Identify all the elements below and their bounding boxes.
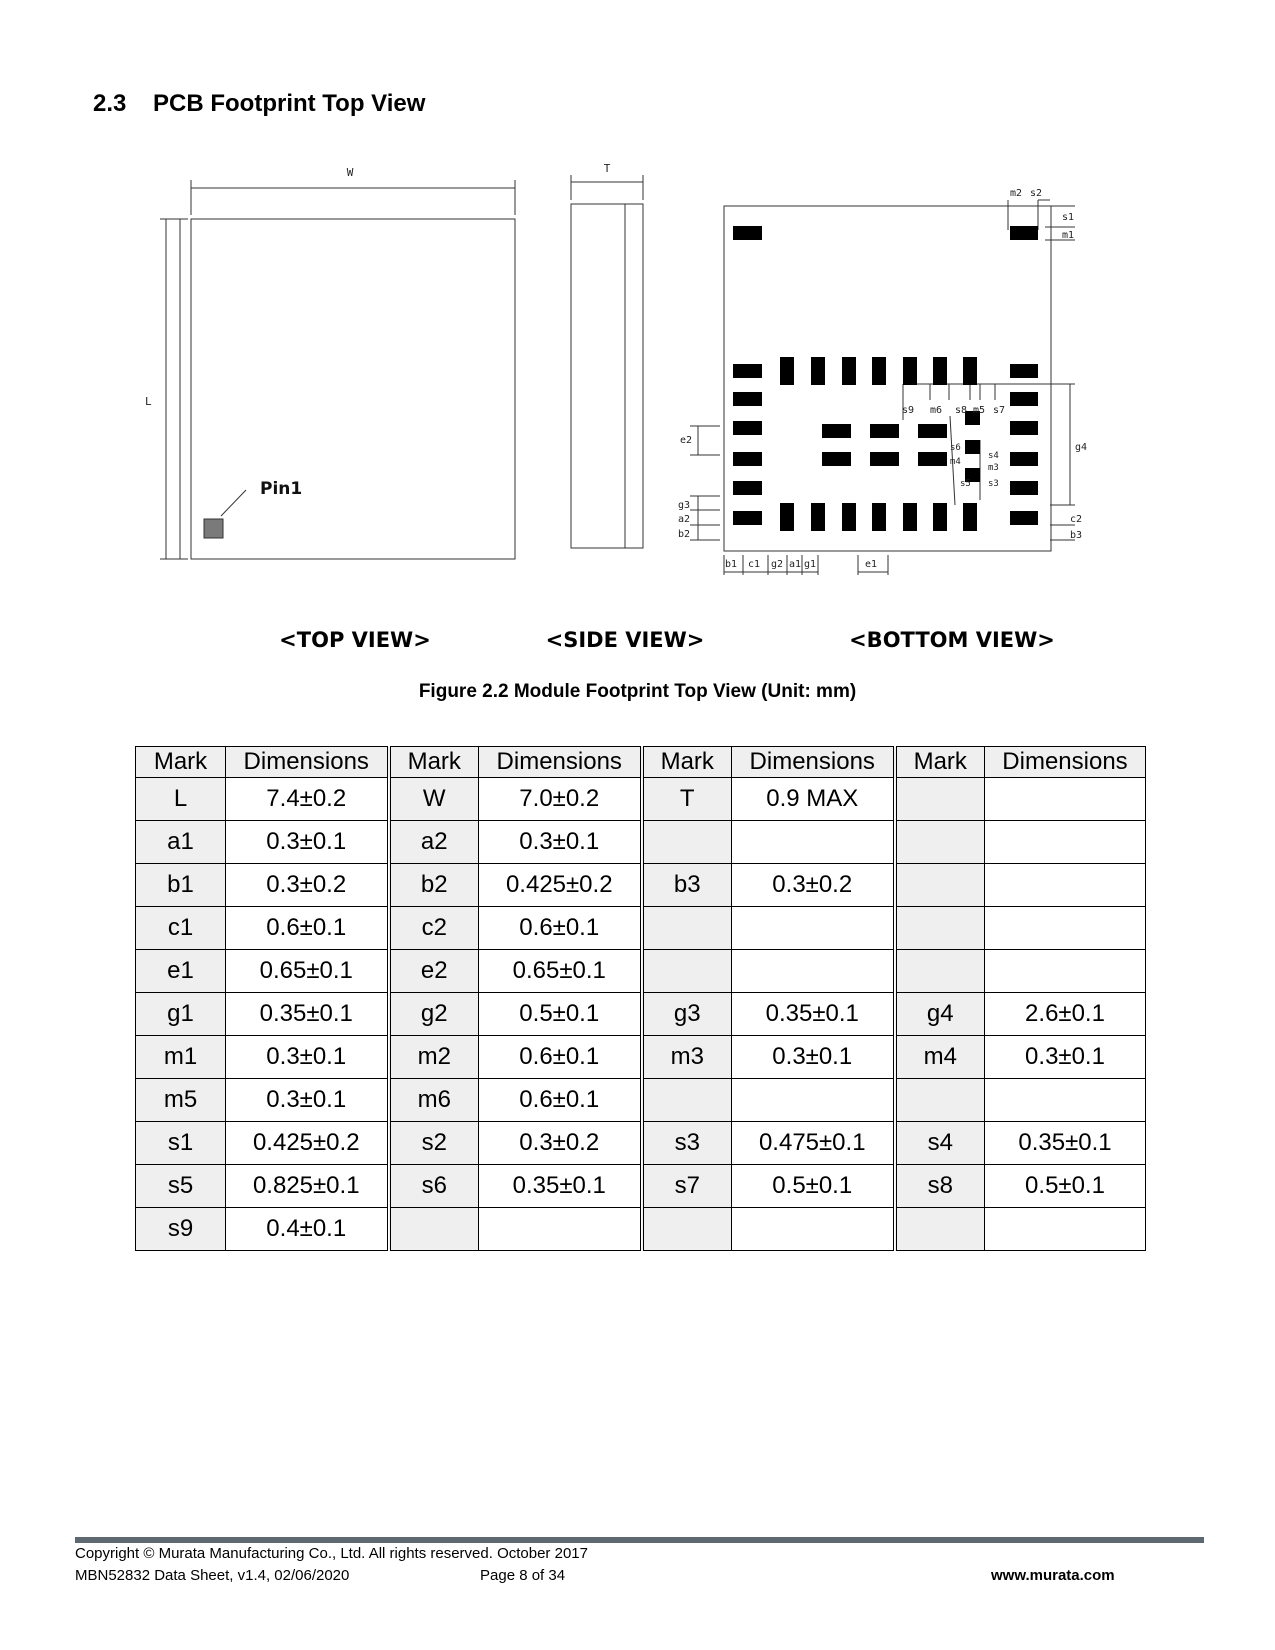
dim-label-s5: s5 xyxy=(960,479,971,489)
dimension-cell xyxy=(732,907,895,950)
pad xyxy=(733,452,762,466)
dim-label-s6: s6 xyxy=(950,443,961,453)
dimension-cell: 0.3±0.1 xyxy=(226,821,389,864)
dimension-cell: 0.3±0.1 xyxy=(732,1036,895,1079)
dimension-cell: 0.35±0.1 xyxy=(479,1165,642,1208)
mark-cell xyxy=(642,907,732,950)
dimension-cell: 0.475±0.1 xyxy=(732,1122,895,1165)
center-pad xyxy=(822,424,851,438)
mark-cell: s4 xyxy=(895,1122,985,1165)
mark-cell: g4 xyxy=(895,993,985,1036)
table-header-row xyxy=(136,747,1146,778)
dim-label-m5: m5 xyxy=(973,405,986,416)
top-view-label: <TOP VIEW> xyxy=(279,628,431,652)
dimension-cell: 0.5±0.1 xyxy=(985,1165,1146,1208)
dimension-cell: 0.3±0.1 xyxy=(226,1079,389,1122)
mark-cell: s6 xyxy=(389,1165,479,1208)
footprint-drawing xyxy=(145,160,1140,620)
mark-cell: T xyxy=(642,778,732,821)
pad xyxy=(780,357,794,385)
pad xyxy=(933,503,947,531)
dimension-cell: 0.425±0.2 xyxy=(226,1122,389,1165)
pad xyxy=(733,364,762,378)
dimension-cell: 0.35±0.1 xyxy=(226,993,389,1036)
pad xyxy=(842,357,856,385)
mark-cell: L xyxy=(136,778,226,821)
mark-cell: g2 xyxy=(389,993,479,1036)
pad xyxy=(903,357,917,385)
mark-cell: s3 xyxy=(642,1122,732,1165)
table-row xyxy=(136,864,1146,907)
dim-label-w: W xyxy=(346,166,354,179)
footer-url: www.murata.com xyxy=(991,1567,1115,1584)
dimension-cell: 0.5±0.1 xyxy=(732,1165,895,1208)
dim-label-m3: m3 xyxy=(988,463,999,473)
mark-cell: s5 xyxy=(136,1165,226,1208)
mark-cell: a2 xyxy=(389,821,479,864)
dimension-cell xyxy=(985,778,1146,821)
dimension-cell xyxy=(732,1079,895,1122)
dim-label-g4: g4 xyxy=(1075,442,1088,453)
section-title: PCB Footprint Top View xyxy=(153,90,426,117)
mark-cell xyxy=(389,1208,479,1251)
table-row xyxy=(136,993,1146,1036)
footer-rule xyxy=(75,1537,1204,1543)
dimensions-table xyxy=(135,746,1146,1251)
dimension-cell: 0.3±0.1 xyxy=(226,1036,389,1079)
dimension-cell: 0.3±0.2 xyxy=(732,864,895,907)
dimension-cell: 2.6±0.1 xyxy=(985,993,1146,1036)
column-header: Mark xyxy=(136,747,226,778)
dim-label-m1: m1 xyxy=(1062,230,1075,241)
pad xyxy=(811,357,825,385)
mark-cell: c1 xyxy=(136,907,226,950)
dim-label-s1: s1 xyxy=(1062,212,1075,223)
mark-cell: s9 xyxy=(136,1208,226,1251)
top-view-outline xyxy=(191,219,515,559)
pin1-label: Pin1 xyxy=(260,479,303,499)
pad xyxy=(842,503,856,531)
column-header: Mark xyxy=(895,747,985,778)
dimension-cell xyxy=(732,1208,895,1251)
mark-cell: m3 xyxy=(642,1036,732,1079)
dimension-cell: 0.3±0.1 xyxy=(985,1036,1146,1079)
dim-label-s7: s7 xyxy=(993,405,1006,416)
mark-cell xyxy=(895,1208,985,1251)
dimension-cell: 0.6±0.1 xyxy=(479,1079,642,1122)
footer-copyright: Copyright © Murata Manufacturing Co., Ltd. All rights reserved. October 2017 xyxy=(75,1545,588,1562)
dim-label-t: T xyxy=(603,162,611,175)
mark-cell: W xyxy=(389,778,479,821)
dim-label-m6: m6 xyxy=(930,405,943,416)
mark-cell xyxy=(895,907,985,950)
dimension-cell: 0.825±0.1 xyxy=(226,1165,389,1208)
mark-cell xyxy=(642,821,732,864)
center-pad xyxy=(965,440,980,454)
mark-cell: m1 xyxy=(136,1036,226,1079)
mark-cell xyxy=(642,1079,732,1122)
table-row xyxy=(136,1165,1146,1208)
bottom-view-outline xyxy=(724,206,1051,551)
dim-label-a2: a2 xyxy=(678,514,691,525)
dim-label-a1: a1 xyxy=(789,559,802,570)
dimension-cell xyxy=(985,821,1146,864)
mark-cell: b2 xyxy=(389,864,479,907)
dim-label-e1: e1 xyxy=(865,559,878,570)
dimension-cell xyxy=(985,1208,1146,1251)
dim-label-g2: g2 xyxy=(771,559,784,570)
table-row xyxy=(136,778,1146,821)
table-row xyxy=(136,907,1146,950)
dim-label-b3: b3 xyxy=(1070,530,1083,541)
mark-cell: m2 xyxy=(389,1036,479,1079)
corner-pad xyxy=(1010,226,1038,240)
pad xyxy=(733,511,762,525)
column-header: Mark xyxy=(642,747,732,778)
dim-label-c1: c1 xyxy=(748,559,761,570)
pad xyxy=(811,503,825,531)
pad xyxy=(733,392,762,406)
pad xyxy=(1010,511,1038,525)
column-header: Dimensions xyxy=(479,747,642,778)
pad xyxy=(733,421,762,435)
footer-page-number: Page 8 of 34 xyxy=(480,1567,566,1584)
dim-label-s2: s2 xyxy=(1030,188,1043,199)
dimension-cell xyxy=(732,821,895,864)
mark-cell xyxy=(895,821,985,864)
pad xyxy=(963,357,977,385)
pad xyxy=(903,503,917,531)
dimension-cell xyxy=(985,950,1146,993)
mark-cell: s8 xyxy=(895,1165,985,1208)
mark-cell xyxy=(895,1079,985,1122)
dimension-cell xyxy=(985,1079,1146,1122)
table-row xyxy=(136,1036,1146,1079)
dimension-cell: 0.4±0.1 xyxy=(226,1208,389,1251)
section-number: 2.3 xyxy=(93,90,127,117)
mark-cell: m4 xyxy=(895,1036,985,1079)
mark-cell xyxy=(895,778,985,821)
side-view-outline xyxy=(571,204,643,548)
mark-cell: s7 xyxy=(642,1165,732,1208)
table-row xyxy=(136,1079,1146,1122)
pad xyxy=(933,357,947,385)
center-pad xyxy=(822,452,851,466)
dim-label-c2: c2 xyxy=(1070,514,1083,525)
dimension-cell: 0.6±0.1 xyxy=(226,907,389,950)
center-pad xyxy=(870,424,899,438)
table-row xyxy=(136,1208,1146,1251)
mark-cell: g3 xyxy=(642,993,732,1036)
dim-label-l: L xyxy=(145,395,152,408)
center-pad xyxy=(918,424,947,438)
table-row xyxy=(136,1122,1146,1165)
mark-cell: s1 xyxy=(136,1122,226,1165)
mark-cell xyxy=(895,864,985,907)
dimension-cell: 0.9 MAX xyxy=(732,778,895,821)
pad xyxy=(1010,364,1038,378)
pad xyxy=(872,357,886,385)
mark-cell: e1 xyxy=(136,950,226,993)
mark-cell: e2 xyxy=(389,950,479,993)
footer-doc-info: MBN52832 Data Sheet, v1.4, 02/06/2020 xyxy=(75,1567,350,1584)
pad xyxy=(872,503,886,531)
pad xyxy=(1010,392,1038,406)
mark-cell: g1 xyxy=(136,993,226,1036)
dim-label-s9: s9 xyxy=(902,405,915,416)
mark-cell: s2 xyxy=(389,1122,479,1165)
mark-cell xyxy=(642,1208,732,1251)
dimension-cell: 0.3±0.2 xyxy=(479,1122,642,1165)
pin1-leader xyxy=(221,490,246,516)
mark-cell: c2 xyxy=(389,907,479,950)
pad xyxy=(1010,421,1038,435)
bottom-view-label: <BOTTOM VIEW> xyxy=(849,628,1055,652)
dim-label-m2: m2 xyxy=(1010,188,1023,199)
mark-cell xyxy=(895,950,985,993)
table-row xyxy=(136,821,1146,864)
figure-caption: Figure 2.2 Module Footprint Top View (Unit: mm) xyxy=(418,681,857,702)
dimension-cell: 0.35±0.1 xyxy=(732,993,895,1036)
dim-label-s8: s8 xyxy=(955,405,968,416)
dimension-cell xyxy=(985,864,1146,907)
dimension-cell xyxy=(985,907,1146,950)
column-header: Dimensions xyxy=(732,747,895,778)
column-header: Mark xyxy=(389,747,479,778)
pad xyxy=(1010,481,1038,495)
side-view-label: <SIDE VIEW> xyxy=(545,628,705,652)
pad xyxy=(780,503,794,531)
dimension-cell: 0.65±0.1 xyxy=(226,950,389,993)
column-header: Dimensions xyxy=(226,747,389,778)
dimension-cell xyxy=(732,950,895,993)
mark-cell: a1 xyxy=(136,821,226,864)
dim-label-b1: b1 xyxy=(725,559,738,570)
dim-label-g3: g3 xyxy=(678,500,691,511)
mark-cell: b3 xyxy=(642,864,732,907)
dim-label-m4: m4 xyxy=(950,457,961,467)
column-header: Dimensions xyxy=(985,747,1146,778)
dimension-cell: 0.5±0.1 xyxy=(479,993,642,1036)
dimension-cell xyxy=(479,1208,642,1251)
dimension-cell: 7.0±0.2 xyxy=(479,778,642,821)
dimension-cell: 0.6±0.1 xyxy=(479,907,642,950)
pad xyxy=(963,503,977,531)
dim-label-e2: e2 xyxy=(680,435,693,446)
dim-label-g1: g1 xyxy=(804,559,817,570)
center-pad xyxy=(918,452,947,466)
mark-cell: m5 xyxy=(136,1079,226,1122)
mark-cell: b1 xyxy=(136,864,226,907)
mark-cell xyxy=(642,950,732,993)
mark-cell: m6 xyxy=(389,1079,479,1122)
center-pad xyxy=(870,452,899,466)
section-heading xyxy=(93,90,425,118)
dimension-cell: 0.6±0.1 xyxy=(479,1036,642,1079)
dim-label-s4: s4 xyxy=(988,451,999,461)
dimension-cell: 7.4±0.2 xyxy=(226,778,389,821)
dimension-cell: 0.425±0.2 xyxy=(479,864,642,907)
corner-pad xyxy=(733,226,762,240)
pin1-marker xyxy=(204,519,223,538)
dim-label-s3: s3 xyxy=(988,479,999,489)
dimension-cell: 0.3±0.1 xyxy=(479,821,642,864)
pad xyxy=(1010,452,1038,466)
dimension-cell: 0.35±0.1 xyxy=(985,1122,1146,1165)
dimension-cell: 0.3±0.2 xyxy=(226,864,389,907)
table-row xyxy=(136,950,1146,993)
pad xyxy=(733,481,762,495)
dimension-cell: 0.65±0.1 xyxy=(479,950,642,993)
dim-label-b2: b2 xyxy=(678,529,691,540)
